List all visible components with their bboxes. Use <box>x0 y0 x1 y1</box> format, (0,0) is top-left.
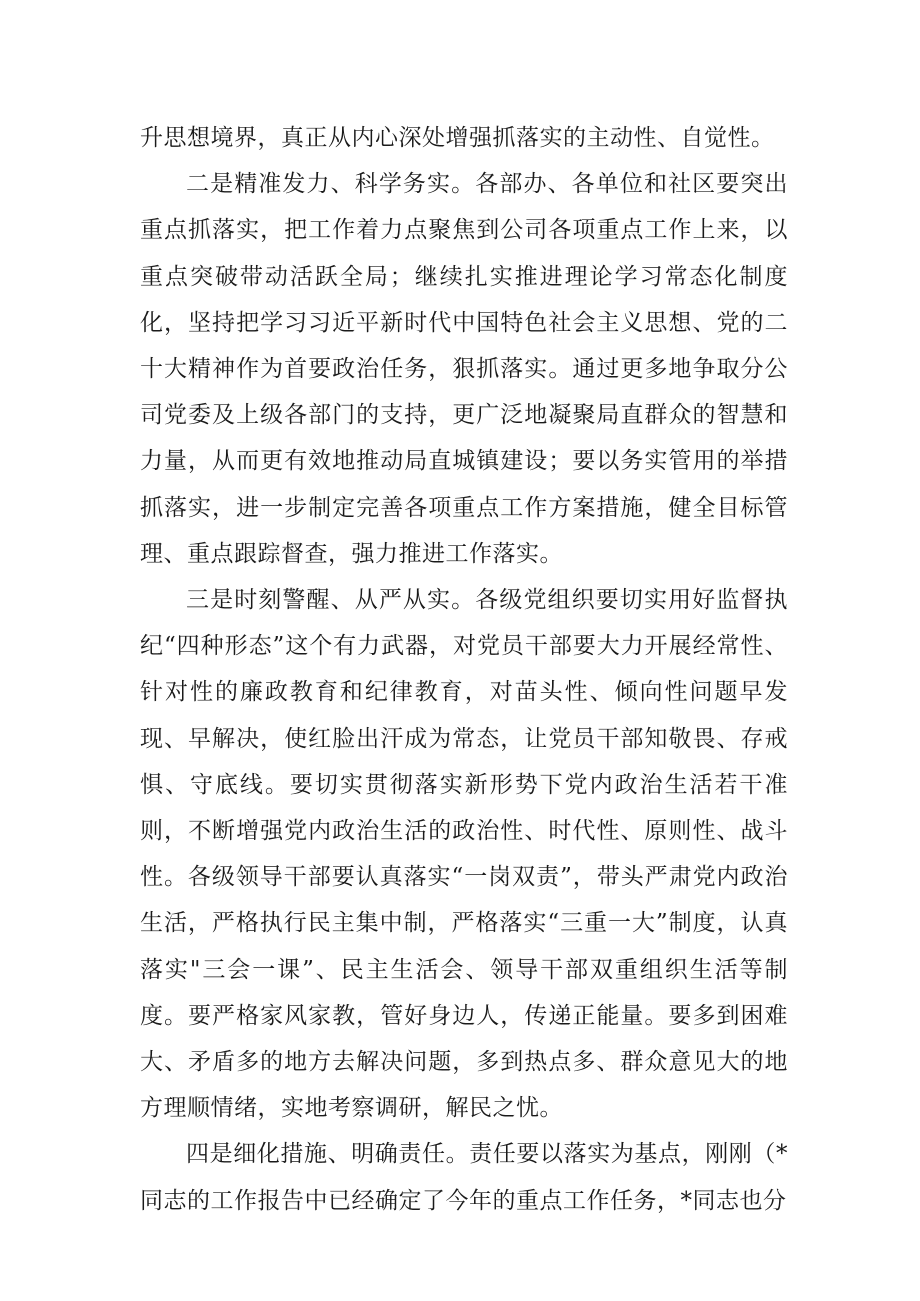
paragraph-3-vigilance: 三是时刻警醒、从严从实。各级党组织要切实用好监督执纪“四种形态”这个有力武器，对党员干部要大力开展经常性、针对性的廉政教育和纪律教育，对苗头性、倾向性问题早发现、早解决，使红脸出汗成为常态，让党员干部知敬畏、存戒惧、守底线。要切实贯彻落实新形势下党内政治生活若干准则，不断增强党内政治生活的政治性、时代性、原则性、战斗性。各级领导干部要认真落实“一岗双责”，带头严肃党内政治生活，严格执行民主集中制，严格落实“三重一大”制度，认真落实"三会一课”、民主生活会、领导干部双重组织生活等制度。要严格家风家教，管好身边人，传递正能量。要多到困难大、矛盾多的地方去解决问题，多到热点多、群众意见大的地方理顺情绪，实地考察调研，解民之忧。 <box>140 587 788 1122</box>
body-text <box>140 115 788 1224</box>
paragraph-2-precise-effort: 二是精准发力、科学务实。各部办、各单位和社区要突出重点抓落实，把工作着力点聚焦到公司各项重点工作上来，以重点突破带动活跃全局；继续扎实推进理论学习常态化制度化，坚持把学习习近平新时代中国特色社会主义思想、党的二十大精神作为首要政治任务，狠抓落实。通过更多地争取分公司党委及上级各部门的支持，更广泛地凝聚局直群众的智慧和力量，从而更有效地推动局直城镇建设；要以务实管用的举措抓落实，进一步制定完善各项重点工作方案措施，健全目标管理、重点跟踪督查，强力推进工作落实。 <box>140 171 788 567</box>
paragraph-1-continuation: 升思想境界，真正从内心深处增强抓落实的主动性、自觉性。 <box>140 125 775 151</box>
paragraph-4-responsibility: 四是细化措施、明确责任。责任要以落实为基点，刚刚（*同志的工作报告中已经确定了今年的重点工作任务，*同志也分 <box>140 1141 788 1214</box>
